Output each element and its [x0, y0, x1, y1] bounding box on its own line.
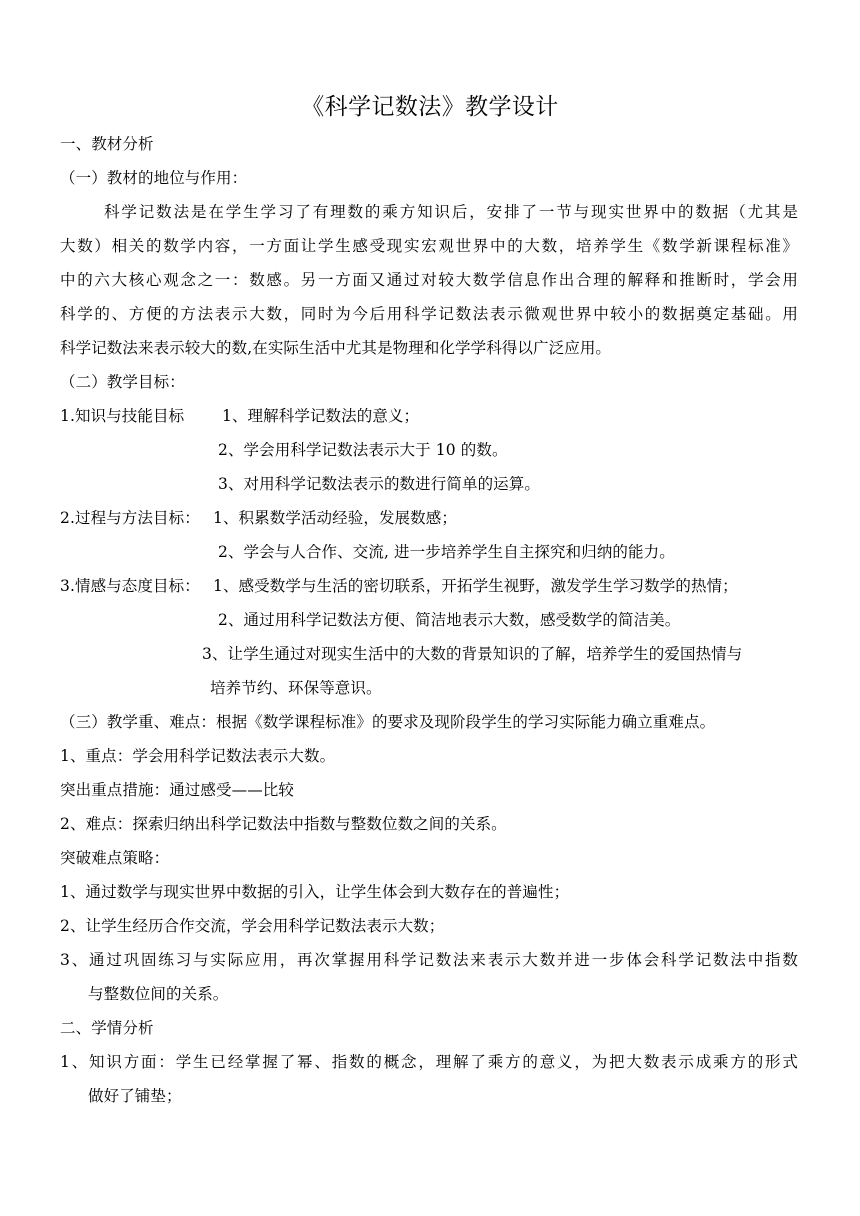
- section-heading-teaching-material-analysis: 一、教材分析: [60, 135, 154, 153]
- subsection-heading-status-and-role: （一）教材的地位与作用：: [60, 169, 248, 187]
- goal-2-label: 2.过程与方法目标：: [60, 509, 200, 527]
- section-heading-learning-analysis: 二、学情分析: [60, 1019, 154, 1037]
- paragraph-line-2: 大数）相关的数学内容，一方面让学生感受现实宏观世界中的大数，培养学生《数学新课程标准》: [60, 237, 798, 255]
- goal-1-item-1: 1、理解科学记数法的意义；: [222, 407, 420, 425]
- strategy-item-1: 1、通过数学与现实世界中数据的引入，让学生体会到大数存在的普遍性；: [60, 883, 570, 901]
- learning-analysis-item-1-continuation: 做好了铺垫；: [88, 1087, 182, 1105]
- goal-2-item-2: 2、学会与人合作、交流, 进一步培养学生自主探究和归纳的能力。: [218, 543, 675, 561]
- goal-3-label: 3.情感与态度目标：: [60, 577, 200, 595]
- difficult-point-strategy-heading: 突破难点策略：: [60, 849, 170, 867]
- goal-3-item-1: 1、感受数学与生活的密切联系，开拓学生视野，激发学生学习数学的热情；: [213, 577, 738, 595]
- goal-2-item-1: 1、积累数学活动经验，发展数感；: [213, 509, 457, 527]
- subsection-heading-key-and-difficult-points: （三）教学重、难点：根据《数学课程标准》的要求及现阶段学生的学习实际能力确立重难点。: [60, 713, 716, 731]
- goal-3-item-3: 3、让学生通过对现实生活中的大数的背景知识的了解，培养学生的爱国热情与: [202, 645, 743, 663]
- difficult-point: 2、难点：探索归纳出科学记数法中指数与整数位数之间的关系。: [60, 815, 507, 833]
- paragraph-line-1: 科学记数法是在学生学习了有理数的乘方知识后，安排了一节与现实世界中的数据（尤其是: [104, 203, 798, 221]
- goal-3-item-2: 2、通过用科学记数法方便、简洁地表示大数，感受数学的简洁美。: [218, 611, 681, 629]
- strategy-item-3-continuation: 与整数位间的关系。: [88, 985, 229, 1003]
- goal-1-label: 1.知识与技能目标: [60, 407, 185, 425]
- document-title: 《科学记数法》教学设计: [301, 94, 559, 120]
- key-point-measure: 突出重点措施：通过感受——比较: [60, 781, 295, 799]
- learning-analysis-item-1: 1、知识方面：学生已经掌握了幂、指数的概念，理解了乘方的意义，为把大数表示成乘方的形式: [60, 1053, 798, 1071]
- subsection-heading-teaching-goals: （二）教学目标：: [60, 373, 185, 391]
- paragraph-line-5: 科学记数法来表示较大的数,在实际生活中尤其是物理和化学学科得以广泛应用。: [60, 339, 612, 357]
- strategy-item-3: 3、通过巩固练习与实际应用，再次掌握用科学记数法来表示大数并进一步体会科学记数法中指数: [60, 951, 798, 969]
- goal-1-item-3: 3、对用科学记数法表示的数进行简单的运算。: [218, 475, 540, 493]
- paragraph-line-3: 中的六大核心观念之一：数感。另一方面又通过对较大数学信息作出合理的解释和推断时，学会用: [60, 271, 798, 289]
- paragraph-line-4: 科学的、方便的方法表示大数，同时为今后用科学记数法表示微观世界中较小的数据奠定基础。用: [60, 305, 798, 323]
- strategy-item-2: 2、让学生经历合作交流，学会用科学记数法表示大数；: [60, 917, 445, 935]
- goal-3-item-3-continuation: 培养节约、环保等意识。: [210, 679, 382, 697]
- key-point: 1、重点：学会用科学记数法表示大数。: [60, 747, 336, 765]
- goal-1-item-2: 2、学会用科学记数法表示大于 10 的数。: [218, 441, 508, 459]
